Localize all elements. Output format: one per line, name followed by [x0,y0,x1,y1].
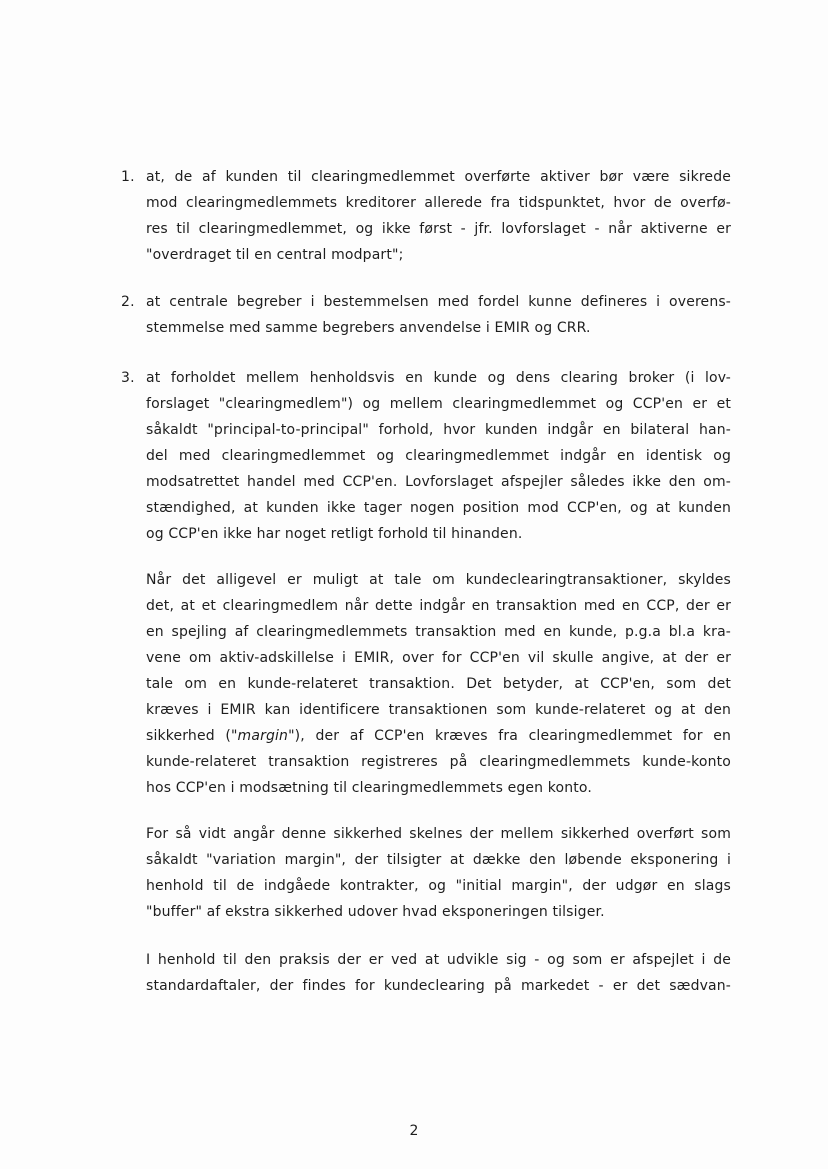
body-paragraph [146,567,731,801]
text-line: "buffer" af ekstra sikkerhed udover hvad eksponeringen tilsiger. [146,904,605,920]
italic-term: margin [237,728,289,744]
text-line: I henhold til den praksis der er ved at udvikle sig - og som er afspejlet i de [146,952,731,968]
text-line: Når det alligevel er muligt at tale om kundeclearingtransaktioner, skyldes [146,572,731,588]
text-fragment: sikkerhed (" [146,728,238,744]
text-line: kræves i EMIR kan identificere transaktionen som kunde-relateret og at den [146,702,731,718]
text-line: stændighed, at kunden ikke tager nogen position mod CCP'en, og at kunden [146,500,731,516]
text-line [146,723,731,749]
text-line: at, de af kunden til clearingmedlemmet overførte aktiver bør være sikrede [146,169,731,185]
list-item-text [146,289,731,341]
text-fragment: "), der af CCP'en kræves fra clearingmedlemmet for en [288,728,731,744]
text-line: kunde-relateret transaktion registreres på clearingmedlemmets kunde-konto [146,754,731,770]
text-line: at forholdet mellem henholdsvis en kunde og dens clearing broker (i lov- [146,370,731,386]
page-number: 2 [409,1123,419,1139]
body-paragraph [146,947,731,999]
text-line: hos CCP'en i modsætning til clearingmedlemmets egen konto. [146,780,593,796]
text-line: at centrale begreber i bestemmelsen med fordel kunne defineres i overens- [146,294,731,310]
text-line: "overdraget til en central modpart"; [146,247,404,263]
text-line: henhold til de indgåede kontrakter, og "initial margin", der udgør en slags [146,878,731,894]
body-paragraph [146,821,731,925]
text-line: For så vidt angår denne sikkerhed skelnes der mellem sikkerhed overført som [146,826,731,842]
list-item-text [146,164,731,268]
text-line: modsatrettet handel med CCP'en. Lovforslaget afspejler således ikke den om- [146,474,731,490]
list-number: 1. [121,169,135,185]
list-number: 2. [121,294,135,310]
list-item-text [146,365,731,547]
text-line: del med clearingmedlemmet og clearingmedlemmet indgår en identisk og [146,448,731,464]
text-line: og CCP'en ikke har noget retligt forhold til hinanden. [146,526,523,542]
text-line: såkaldt "principal-to-principal" forhold, hvor kunden indgår en bilateral han- [146,422,731,438]
text-line: vene om aktiv-adskillelse i EMIR, over for CCP'en vil skulle angive, at der er [146,650,731,666]
text-line: mod clearingmedlemmets kreditorer allerede fra tidspunktet, hvor de overfø- [146,195,731,211]
text-line: stemmelse med samme begrebers anvendelse i EMIR og CRR. [146,320,591,336]
text-line: en spejling af clearingmedlemmets transaktion med en kunde, p.g.a bl.a kra- [146,624,731,640]
text-line: res til clearingmedlemmet, og ikke først - jfr. lovforslaget - når aktiverne er [146,221,731,237]
list-number: 3. [121,370,135,386]
text-line: tale om en kunde-relateret transaktion. Det betyder, at CCP'en, som det [146,676,731,692]
text-line: såkaldt "variation margin", der tilsigter at dække den løbende eksponering i [146,852,731,868]
text-line: standardaftaler, der findes for kundeclearing på markedet - er det sædvan- [146,978,731,994]
text-line: det, at et clearingmedlem når dette indgår en transaktion med en CCP, der er [146,598,731,614]
text-line: forslaget "clearingmedlem") og mellem clearingmedlemmet og CCP'en er et [146,396,731,412]
